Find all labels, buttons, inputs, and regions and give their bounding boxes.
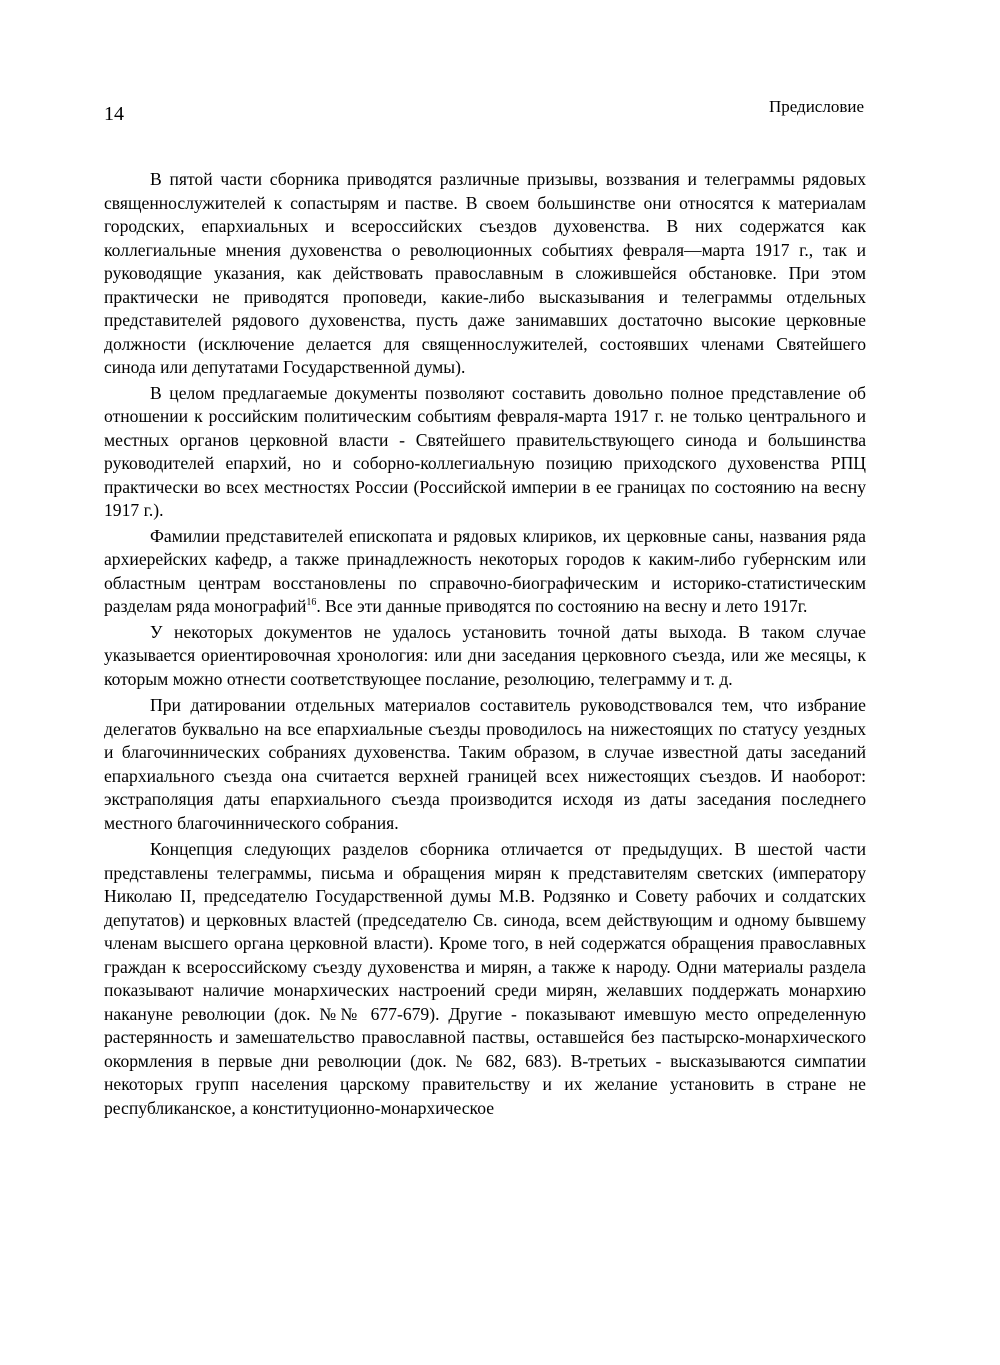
paragraph-2: В целом предлагаемые документы позволяют составить довольно полное представление об отношении к российским политическим событиям февраля-марта 1917 г. не только центрального и местных органов церковной власти - Святейшего правительствующего синода и большинства руководителей епархий, но и соборно-коллегиальную позицию приходского духовенства РПЦ практически во всех местностях России (Российской империи в ее границах по состоянию на весну 1917 г.). [104,382,866,520]
running-title: Предисловие [768,97,864,116]
paragraph-3-text: Фамилии представителей епископата и рядовых клириков, их церковные саны, названия ряда архиерейских кафедр, а также принадлежность некоторых городов к каким-либо губернским или областным центрам восстановлены по справочно-биографическим и историко-статистическим разделам ряда монографий [104,525,866,616]
paragraph-5: При датировании отдельных материалов составитель руководствовался тем, что избрание делегатов буквально на все епархиальные съезды проводилось на нижестоящих по статусу уездных и благочиннических собраниях духовенства. Таким образом, в случае известной даты заседаний епархиального съезда она считается верхней границей всех нижестоящих съездов. И наоборот: экстраполяция даты епархиального съезда производится исходя из даты заседания последнего местного благочиннического собрания. [104,695,866,833]
footnote-reference: 16 [306,597,317,609]
paragraph-3-text-end: . Все эти данные приводятся по состоянию на весну и лето 1917г. [316,596,808,616]
page-number: 14 [104,103,124,125]
body-text [104,168,866,1122]
paragraph-6: Концепция следующих разделов сборника отличается от предыдущих. В шестой части представлены телеграммы, письма и обращения мирян к представителям светских (императору Николаю II, председателю Государственной думы М.В. Родзянко и Совету рабочих и солдатских депутатов) и церковных властей (председателю Св. синода, всем действующим и одному бывшему членам высшего органа церковной власти). Кроме того, в ней содержатся обращения православных граждан к всероссийскому съезду духовенства и мирян, а также к народу. Одни материалы раздела показывают наличие монархических настроений среди мирян, желавших поддержать монархию накануне революции (док. №№ 677-679). Другие - показывают имевшую место определенную растерянность и замешательство православной паствы, оставшейся без пастырско-монархического окормления в первые дни революции (док. № 682, 683). В-третьих - высказываются симпатии некоторых групп населения царскому правительству и их желание установить в стране не республиканское, а конституционно-монархическое [104,839,866,1118]
paragraph-1: В пятой части сборника приводятся различные призывы, воззвания и телеграммы рядовых священнослужителей к сопастырям и пастве. В своем большинстве они относятся к материалам городских, епархиальных и всероссийских съездов духовенства. В них содержатся как коллегиальные мнения духовенства о революционных событиях февраля—марта 1917 г., так и руководящие указания, как действовать православным в сложившейся обстановке. При этом практически не приводятся проповеди, какие-либо высказывания и телеграммы отдельных представителей рядового духовенства, пусть даже занимавших достаточно высокие церковные должности (исключение делается для священнослужителей, состоявших членами Святейшего синода или депутатами Государственной думы). [104,169,866,377]
paragraph-3 [104,525,866,619]
paragraph-4: У некоторых документов не удалось установить точной даты выхода. В таком случае указывается ориентировочная хронология: или дни заседания церковного съезда, или же месяцы, к которым можно отнести соответствующее послание, резолюцию, телеграмму и т. д. [104,621,866,689]
